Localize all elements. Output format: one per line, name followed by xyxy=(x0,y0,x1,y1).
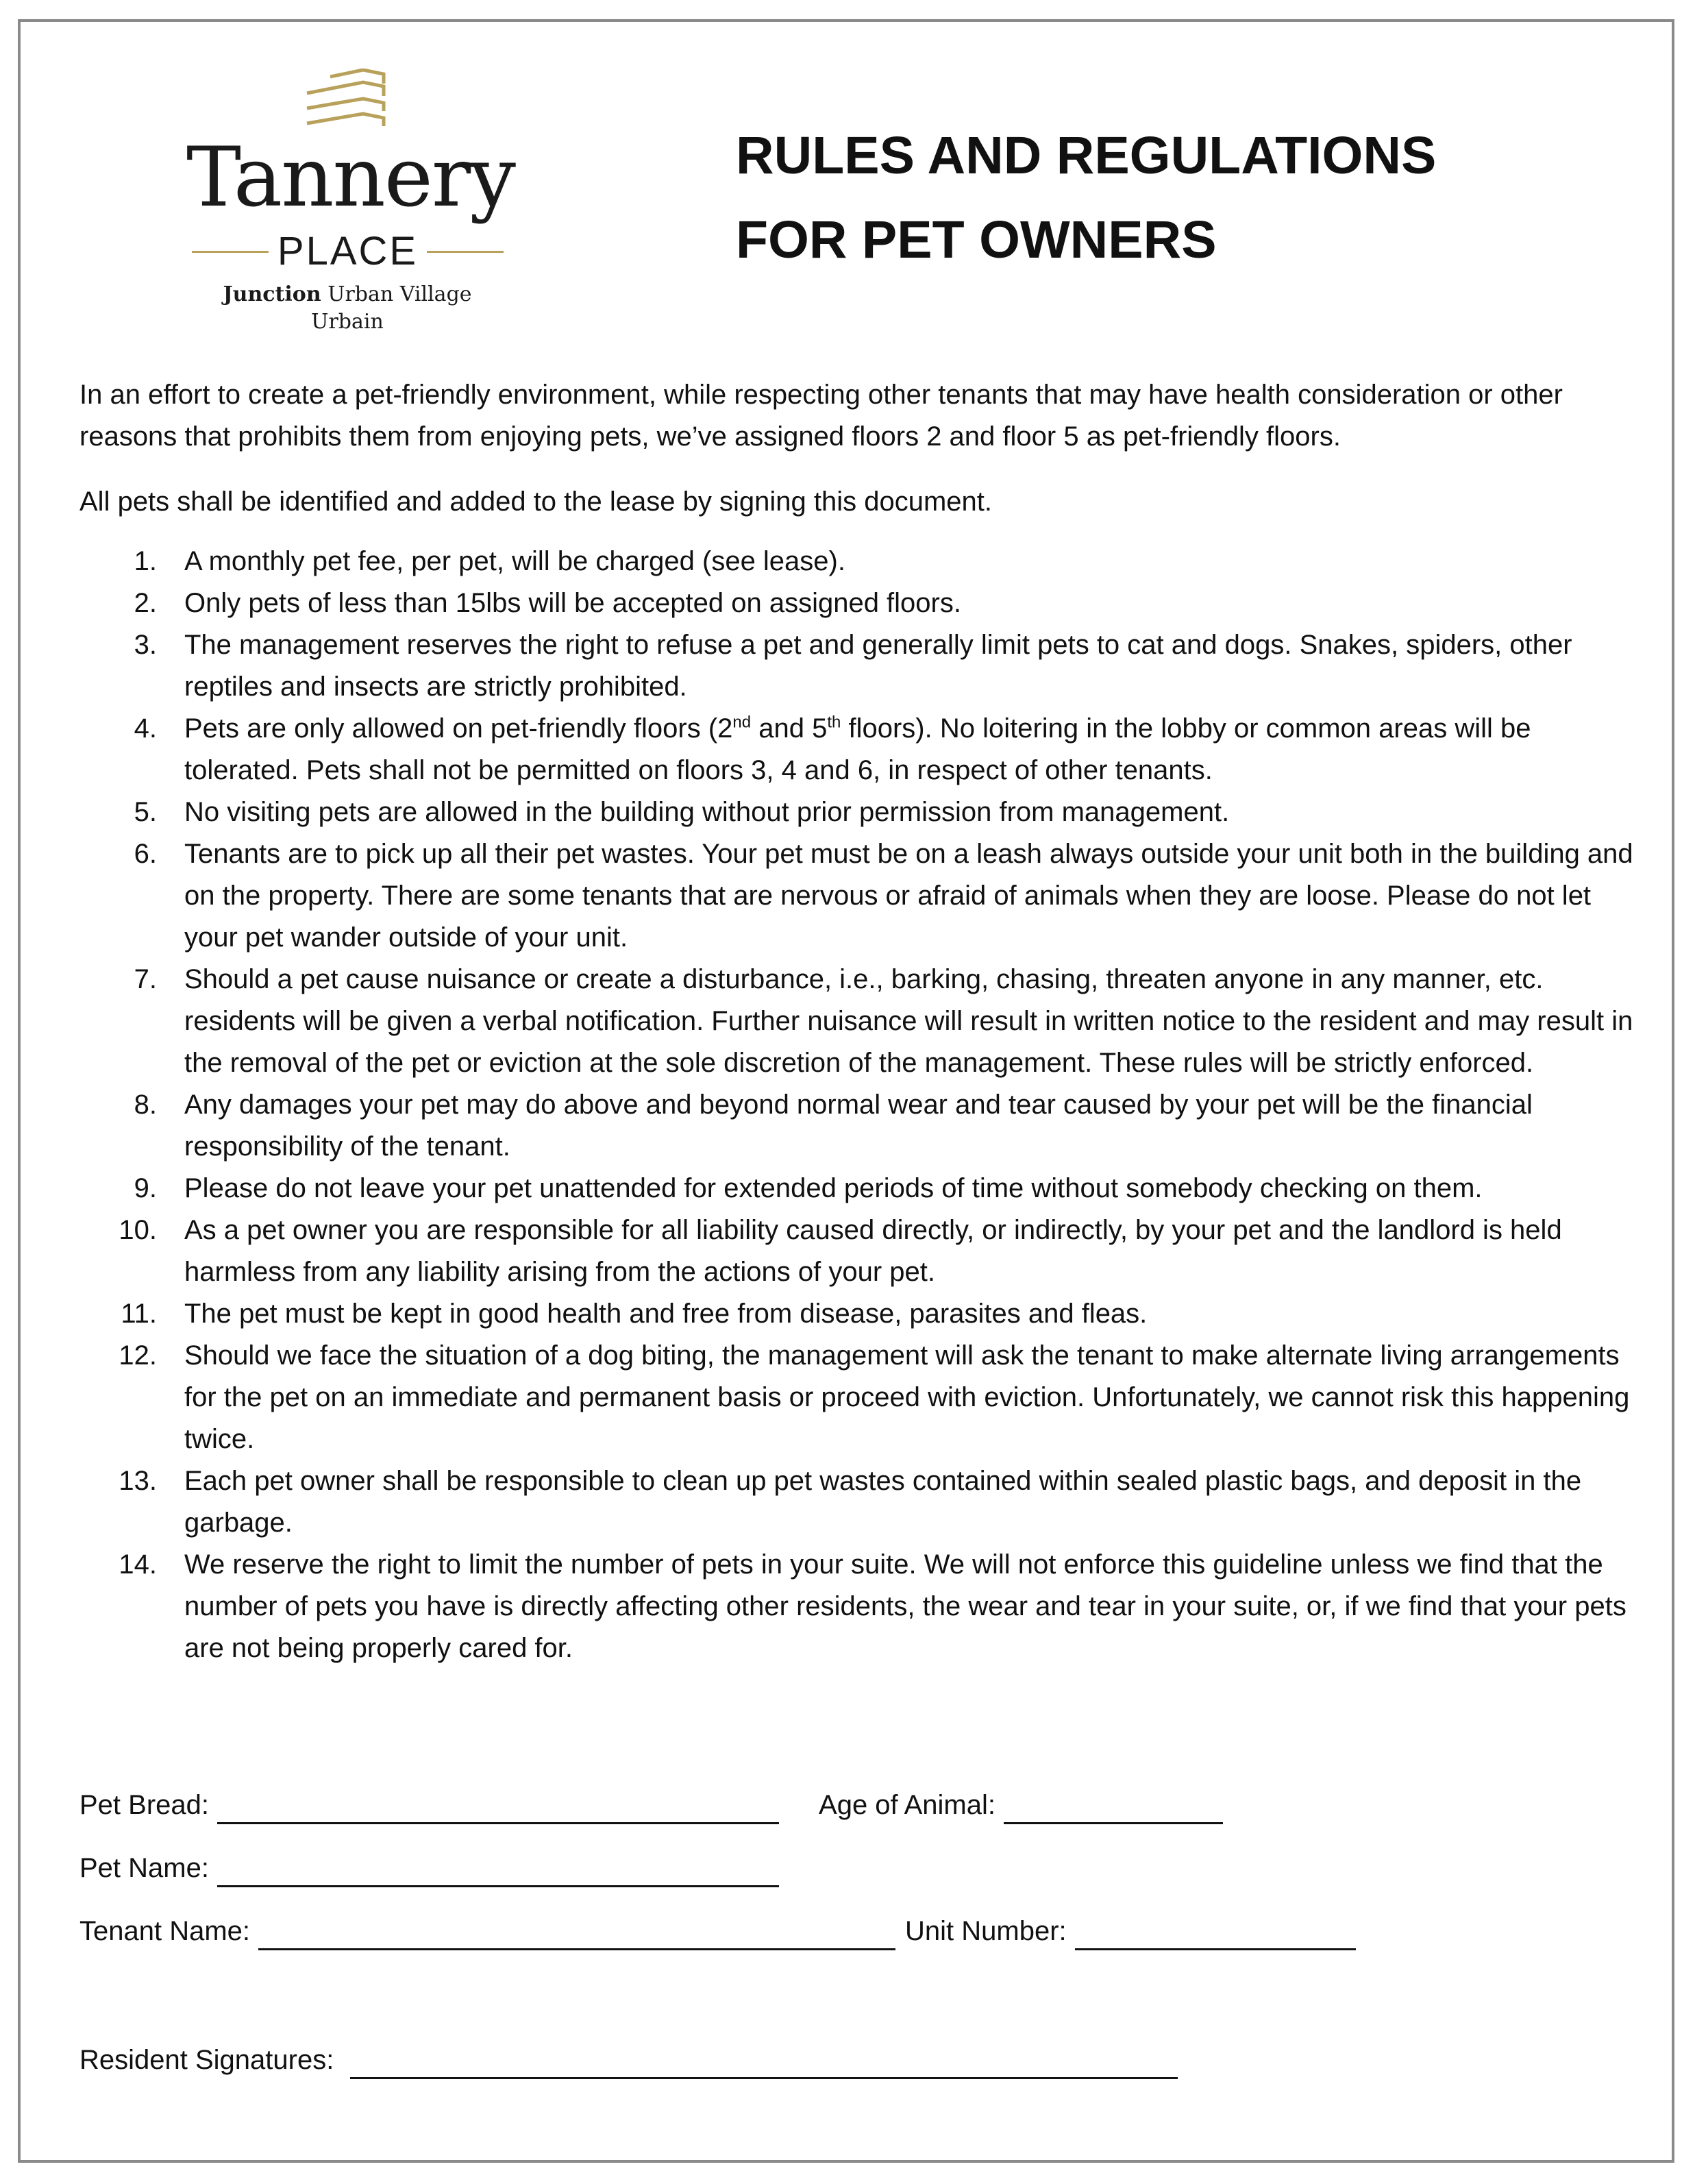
rule-text: Only pets of less than 15lbs will be accepted on assigned floors. xyxy=(184,588,961,618)
rule-text-b: and 5 xyxy=(751,713,828,744)
building-stack-icon xyxy=(303,69,399,137)
rule-number: 10. xyxy=(119,1215,157,1245)
rule-number: 12. xyxy=(119,1340,157,1371)
rule-number: 7. xyxy=(134,964,157,994)
rule-number: 3. xyxy=(134,630,157,660)
title-line-1: RULES AND REGULATIONS xyxy=(736,126,1437,185)
rule-number: 13. xyxy=(119,1466,157,1496)
unit-number-field[interactable] xyxy=(1075,1917,1356,1950)
logo-tagline-bold: Junction xyxy=(223,282,321,306)
rule-item xyxy=(79,792,1635,833)
rule-text-c: floors). No loitering in the lobby or common areas will be tolerated. Pets shall not be permitted on floors 3, 4 and 6, in respect of other tenants. xyxy=(184,713,1531,785)
document-body xyxy=(79,374,1635,1669)
rule-text: Tenants are to pick up all their pet wastes. Your pet must be on a leash always outside your unit both in the building and on the property. There are some tenants that are nervous or afraid of animals when they are loose. Please do not let your pet wander outside of your unit. xyxy=(184,839,1633,953)
rule-number: 1. xyxy=(134,546,157,576)
rule-text: The pet must be kept in good health and free from disease, parasites and fleas. xyxy=(184,1299,1148,1329)
rule-number: 5. xyxy=(134,797,157,827)
rule-item xyxy=(79,1210,1635,1293)
rule-item xyxy=(79,959,1635,1084)
logo-place-row xyxy=(192,228,504,275)
rule-text: As a pet owner you are responsible for all liability caused directly, or indirectly, by your pet and the landlord is held harmless from any liability arising from the actions of your pet. xyxy=(184,1215,1562,1287)
rule-text: Please do not leave your pet unattended for extended periods of time without somebody checking on them. xyxy=(184,1173,1483,1203)
rule-item xyxy=(79,1168,1635,1210)
tannery-place-logo xyxy=(186,69,515,334)
rule-text: Should a pet cause nuisance or create a disturbance, i.e., barking, chasing, threaten anyone in any manner, etc. residents will be given a verbal notification. Further nuisance will result in written notice to the resident and may result in the removal of the pet or eviction at the sole discretion of the management. These rules will be strictly enforced. xyxy=(184,964,1633,1078)
document-title xyxy=(736,114,1558,282)
tenant-name-label: Tenant Name: xyxy=(79,1916,251,1946)
signature-field[interactable] xyxy=(350,2046,1178,2079)
rule-item xyxy=(79,1460,1635,1544)
rule-item xyxy=(79,541,1635,582)
rule-text: We reserve the right to limit the number of pets in your suite. We will not enforce this guideline unless we find that the number of pets you have is directly affecting other residents, the wear and tear in your suite, or, if we find that your pets are not being properly cared for. xyxy=(184,1549,1626,1663)
tenant-row xyxy=(79,1912,1356,1950)
rule-text-a: Pets are only allowed on pet-friendly floors (2 xyxy=(184,713,733,744)
rule-number: 4. xyxy=(134,713,157,744)
rule-item xyxy=(79,833,1635,959)
rule-number: 11. xyxy=(121,1299,157,1329)
rules-list xyxy=(79,541,1635,1669)
logo-wordmark: Tannery xyxy=(186,130,515,225)
rule-number: 6. xyxy=(134,839,157,869)
pet-name-label: Pet Name: xyxy=(79,1853,209,1883)
signature-row xyxy=(79,2041,1178,2079)
rule-number: 14. xyxy=(119,1549,157,1580)
rule-item xyxy=(79,1335,1635,1460)
rule-number: 9. xyxy=(134,1173,157,1203)
age-label: Age of Animal: xyxy=(819,1790,995,1820)
pet-breed-label: Pet Bread: xyxy=(79,1790,210,1820)
pet-breed-field[interactable] xyxy=(217,1791,779,1824)
pet-name-row xyxy=(79,1849,779,1887)
rule-item xyxy=(79,1293,1635,1335)
tenant-name-field[interactable] xyxy=(258,1917,895,1950)
pet-breed-row xyxy=(79,1786,1223,1824)
logo-tagline-rest: Urban Village Urbain xyxy=(311,282,472,334)
logo-tagline xyxy=(186,281,508,336)
logo-place: PLACE xyxy=(277,229,419,273)
pet-name-field[interactable] xyxy=(217,1854,779,1887)
ordinal-suffix: th xyxy=(827,713,841,732)
rule-text: The management reserves the right to refuse a pet and generally limit pets to cat and dogs. Snakes, spiders, other reptiles and insects are strictly prohibited. xyxy=(184,630,1572,702)
rule-item xyxy=(79,1084,1635,1168)
rule-item xyxy=(79,1544,1635,1669)
rule-number: 2. xyxy=(134,588,157,618)
unit-number-label: Unit Number: xyxy=(905,1916,1067,1946)
rule-item xyxy=(79,708,1635,792)
rule-text: Any damages your pet may do above and beyond normal wear and tear caused by your pet will be the financial responsibility of the tenant. xyxy=(184,1090,1533,1162)
title-line-2: FOR PET OWNERS xyxy=(736,210,1217,269)
rule-text: Each pet owner shall be responsible to clean up pet wastes contained within sealed plastic bags, and deposit in the garbage. xyxy=(184,1466,1582,1538)
rule-item xyxy=(79,582,1635,624)
ordinal-suffix: nd xyxy=(732,713,752,732)
signature-label: Resident Signatures: xyxy=(79,2045,334,2075)
logo-rule-right xyxy=(427,251,504,253)
intro-paragraph: In an effort to create a pet-friendly environment, while respecting other tenants that may have health consideration or other reasons that prohibits them from enjoying pets, we’ve assigned floors 2 and floor 5 as pet-friendly floors. xyxy=(79,380,1563,452)
age-field[interactable] xyxy=(1004,1791,1223,1824)
rule-text: A monthly pet fee, per pet, will be charged (see lease). xyxy=(184,546,845,576)
identification-paragraph: All pets shall be identified and added to the lease by signing this document. xyxy=(79,487,992,517)
rule-text: No visiting pets are allowed in the building without prior permission from management. xyxy=(184,797,1230,827)
rule-number: 8. xyxy=(134,1090,157,1120)
rule-text: Should we face the situation of a dog biting, the management will ask the tenant to make alternate living arrangements for the pet on an immediate and permanent basis or proceed with eviction. Unfortunately, we cannot risk this happening twice. xyxy=(184,1340,1630,1454)
rule-item xyxy=(79,624,1635,708)
